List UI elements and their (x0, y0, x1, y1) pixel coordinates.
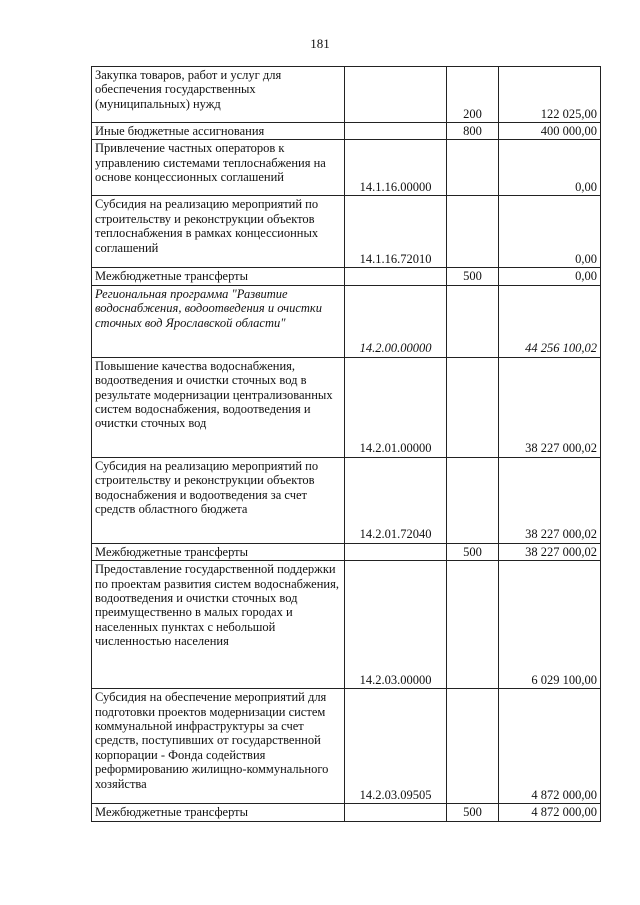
row-kind-cell: 200 (447, 67, 499, 123)
row-kind-cell: 500 (447, 804, 499, 821)
row-name-cell: Межбюджетные трансферты (92, 268, 345, 285)
table-row (92, 285, 601, 357)
row-name-cell: Межбюджетные трансферты (92, 543, 345, 560)
row-amount-cell: 6 029 100,00 (499, 561, 601, 689)
row-kind-cell: 500 (447, 268, 499, 285)
row-amount-cell: 4 872 000,00 (499, 804, 601, 821)
table-row (92, 67, 601, 123)
row-kind-cell (447, 357, 499, 457)
row-name-cell: Субсидия на реализацию мероприятий по строительству и реконструкции объектов теплоснабжения в рамках концессионных соглашений (92, 196, 345, 268)
row-amount-cell: 38 227 000,02 (499, 543, 601, 560)
row-code-cell: 14.2.01.00000 (345, 357, 447, 457)
row-name-cell: Субсидия на реализацию мероприятий по строительству и реконструкции объектов водоснабжения и водоотведения за счет средств областного бюджета (92, 457, 345, 543)
row-name-cell: Повышение качества водоснабжения, водоотведения и очистки сточных вод в результате модернизации централизованных систем водоснабжения, водоотведения и очистки сточных вод (92, 357, 345, 457)
row-kind-cell (447, 285, 499, 357)
row-kind-cell: 800 (447, 123, 499, 140)
table-row (92, 689, 601, 804)
row-code-cell: 14.2.01.72040 (345, 457, 447, 543)
row-amount-cell: 0,00 (499, 140, 601, 196)
table-row (92, 357, 601, 457)
row-amount-cell: 0,00 (499, 196, 601, 268)
row-code-cell (345, 804, 447, 821)
table-row (92, 804, 601, 821)
row-amount-cell: 44 256 100,02 (499, 285, 601, 357)
budget-table-body (92, 67, 601, 822)
row-amount-cell: 0,00 (499, 268, 601, 285)
row-amount-cell: 4 872 000,00 (499, 689, 601, 804)
row-name-cell: Закупка товаров, работ и услуг для обеспечения государственных (муниципальных) нужд (92, 67, 345, 123)
row-code-cell: 14.2.03.00000 (345, 561, 447, 689)
row-name-cell: Привлечение частных операторов к управлению системами теплоснабжения на основе концессионных соглашений (92, 140, 345, 196)
row-code-cell (345, 123, 447, 140)
row-amount-cell: 38 227 000,02 (499, 457, 601, 543)
row-kind-cell (447, 140, 499, 196)
row-code-cell: 14.1.16.72010 (345, 196, 447, 268)
row-name-cell: Межбюджетные трансферты (92, 804, 345, 821)
page-number: 181 (310, 36, 330, 51)
row-kind-cell: 500 (447, 543, 499, 560)
row-kind-cell (447, 196, 499, 268)
table-row (92, 140, 601, 196)
row-code-cell (345, 543, 447, 560)
row-name-cell: Предоставление государственной поддержки по проектам развития систем водоснабжения, водоотведения и очистки сточных вод преимущественно в малых городах и населенных пунктах с небольшой численностью населения (92, 561, 345, 689)
row-code-cell (345, 268, 447, 285)
table-row (92, 268, 601, 285)
row-amount-cell: 38 227 000,02 (499, 357, 601, 457)
table-row (92, 543, 601, 560)
table-row (92, 123, 601, 140)
row-name-cell: Иные бюджетные ассигнования (92, 123, 345, 140)
row-amount-cell: 122 025,00 (499, 67, 601, 123)
row-code-cell: 14.2.00.00000 (345, 285, 447, 357)
row-name-cell: Субсидия на обеспечение мероприятий для подготовки проектов модернизации систем коммунальной инфраструктуры за счет средств, поступивших от государственной корпорации - Фонда содействия реформированию жилищно-коммунального хозяйства (92, 689, 345, 804)
row-kind-cell (447, 689, 499, 804)
row-amount-cell: 400 000,00 (499, 123, 601, 140)
table-row (92, 196, 601, 268)
row-code-cell: 14.1.16.00000 (345, 140, 447, 196)
row-kind-cell (447, 561, 499, 689)
row-code-cell (345, 67, 447, 123)
row-name-cell: Региональная программа "Развитие водоснабжения, водоотведения и очистки сточных вод Ярославской области" (92, 285, 345, 357)
row-code-cell: 14.2.03.09505 (345, 689, 447, 804)
budget-table (91, 66, 601, 822)
row-kind-cell (447, 457, 499, 543)
table-row (92, 457, 601, 543)
table-row (92, 561, 601, 689)
